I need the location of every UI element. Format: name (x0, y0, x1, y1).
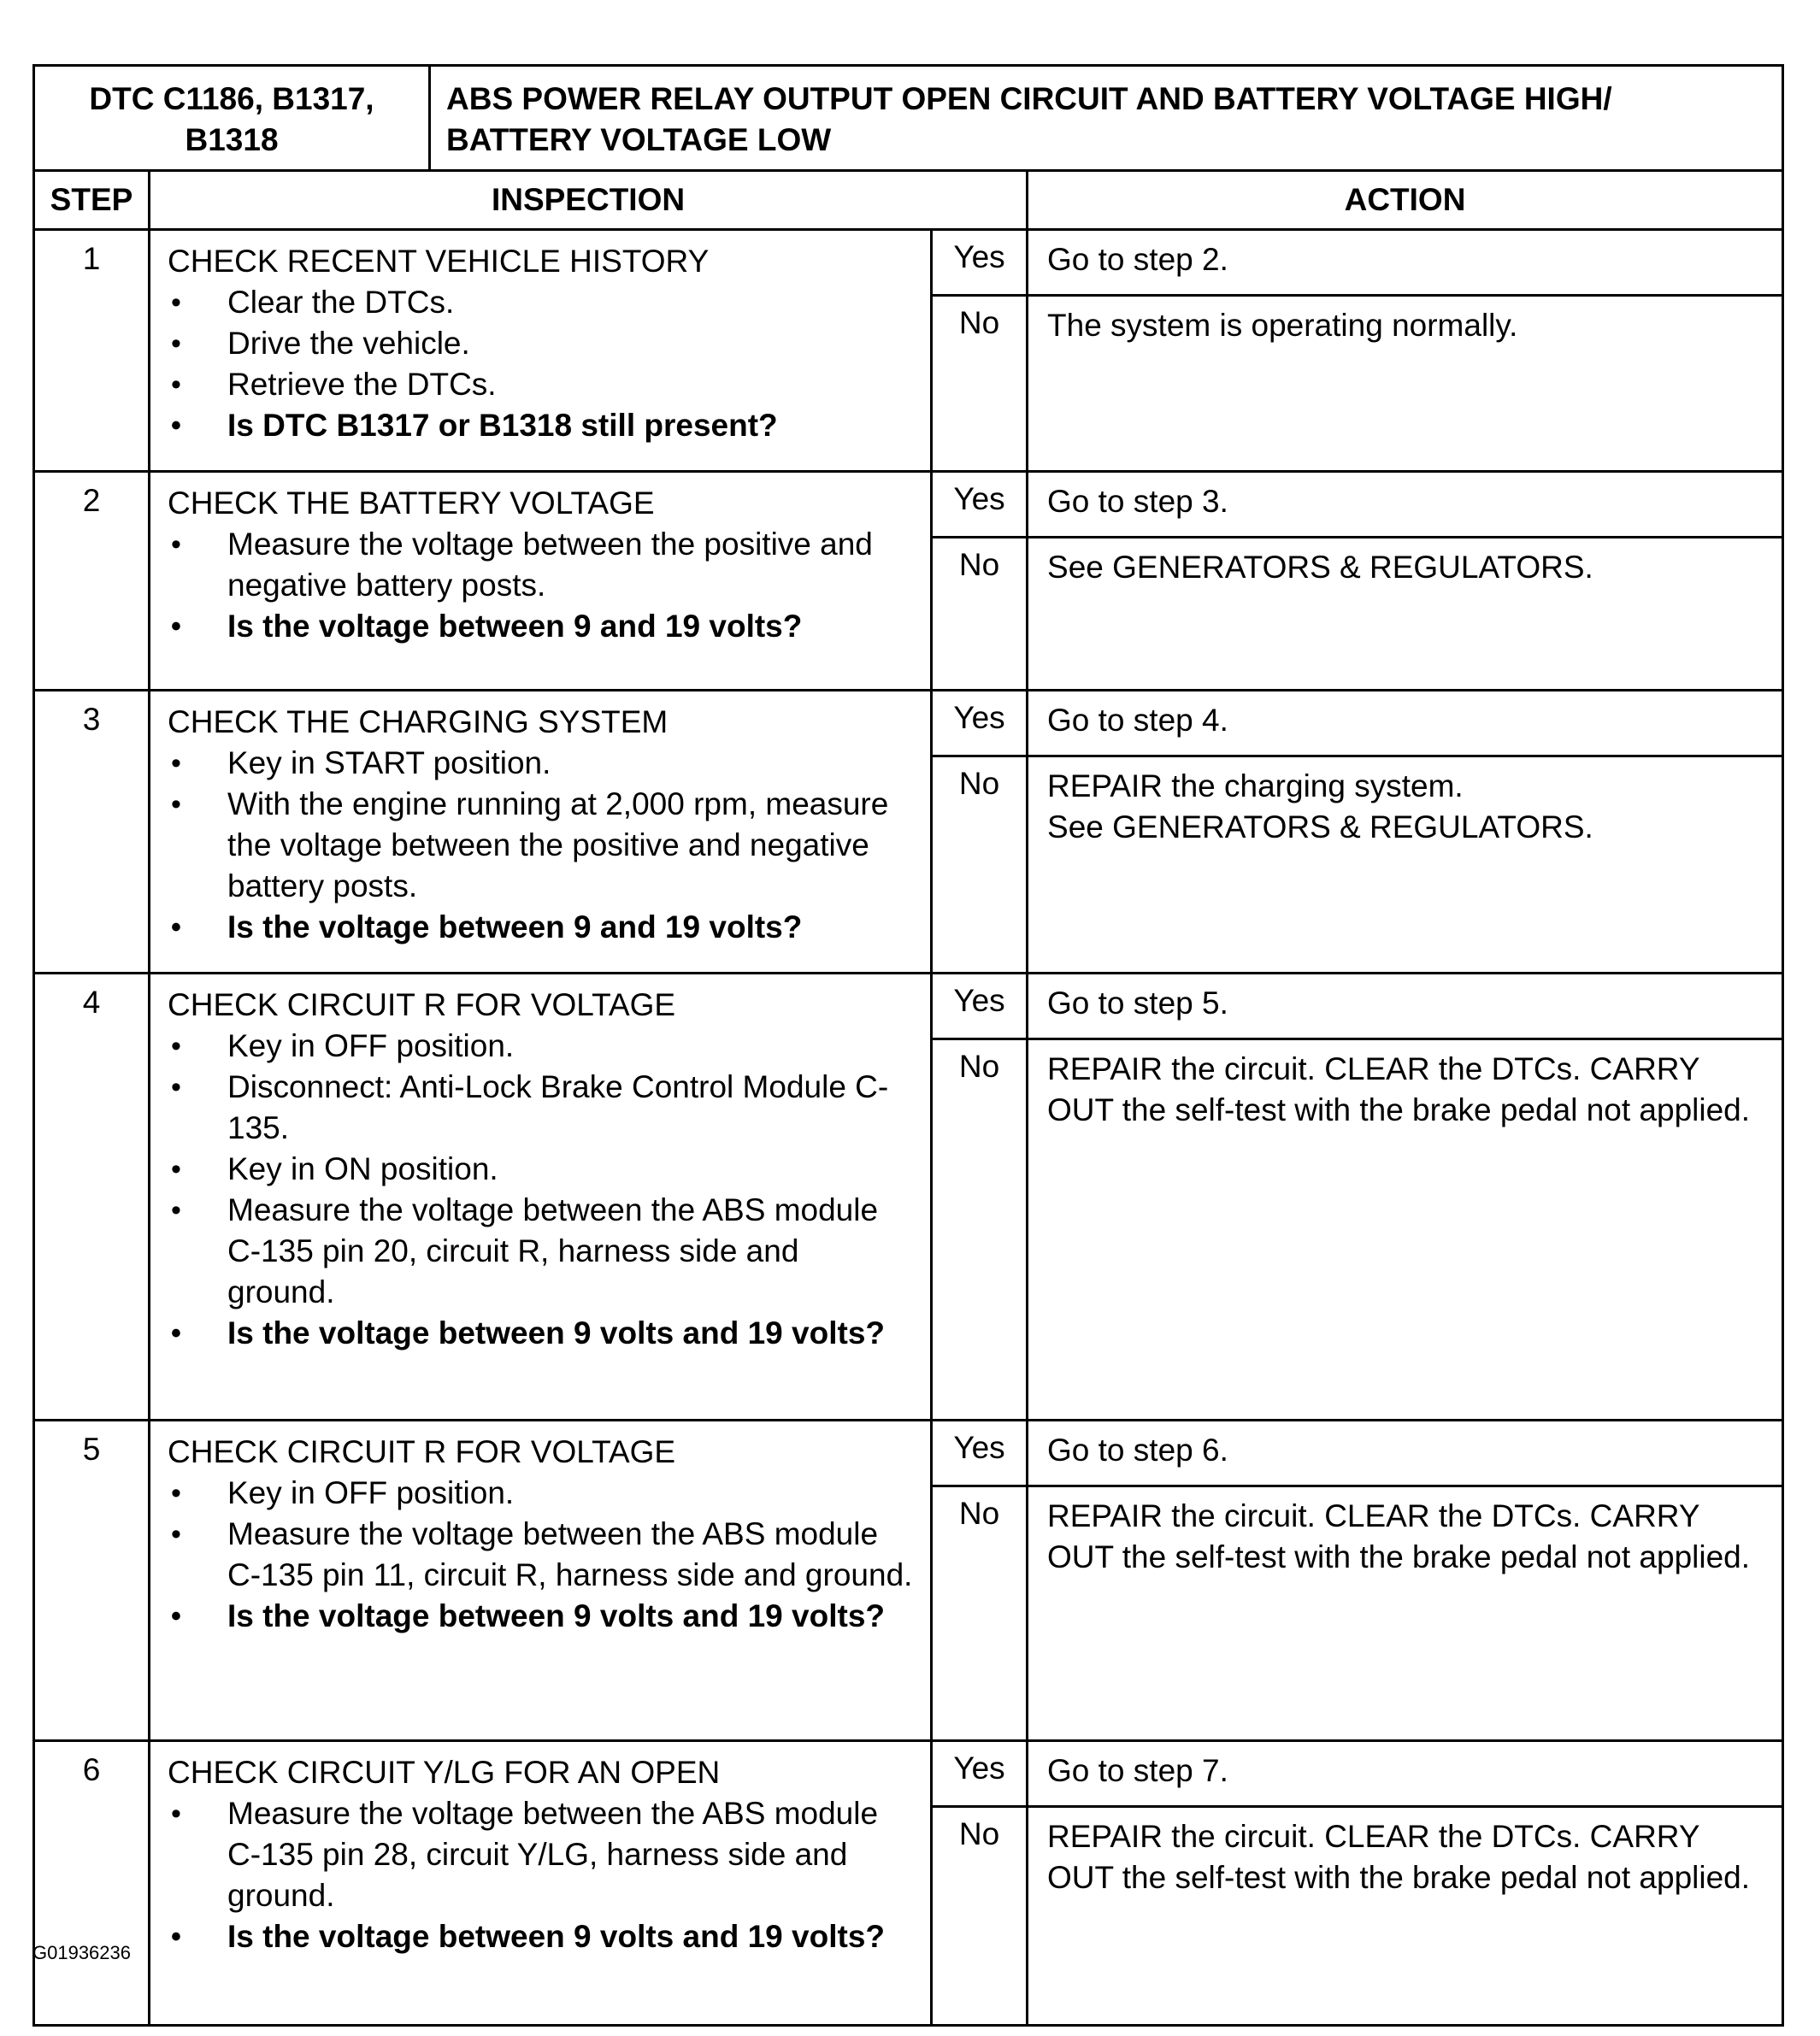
no-action-line: See GENERATORS & REGULATORS. (1047, 809, 1593, 844)
inspection-item: • Measure the voltage between the positive and negative battery posts. (168, 524, 915, 606)
inspection-item: • Measure the voltage between the ABS module C-135 pin 11, circuit R, harness side and ground. (168, 1514, 915, 1596)
inspection-cell (150, 230, 932, 472)
inspection-list (168, 282, 915, 446)
inspection-list (168, 743, 915, 948)
yes-action: Go to step 3. (1028, 472, 1783, 538)
step-number: 2 (34, 472, 150, 691)
no-label: No (932, 1486, 1028, 1741)
inspection-item: • Drive the vehicle. (168, 323, 915, 364)
no-label: No (932, 1039, 1028, 1421)
yes-label: Yes (932, 1421, 1028, 1486)
no-action (1028, 296, 1783, 472)
figure-code: G01936236 (32, 1942, 131, 1963)
yes-action: Go to step 7. (1028, 1741, 1783, 1807)
inspection-cell (150, 974, 932, 1421)
inspection-list (168, 1026, 915, 1354)
dtc-codes: DTC C1186, B1317, B1318 (34, 66, 430, 171)
procedure-title: ABS POWER RELAY OUTPUT OPEN CIRCUIT AND BATTERY VOLTAGE HIGH/ BATTERY VOLTAGE LOW (430, 66, 1783, 171)
inspection-item: • Measure the voltage between the ABS module C-135 pin 20, circuit R, harness side and ground. (168, 1190, 915, 1313)
step-number: 5 (34, 1421, 150, 1741)
no-label: No (932, 756, 1028, 974)
yes-action: Go to step 6. (1028, 1421, 1783, 1486)
step-row (34, 472, 1783, 538)
step-row (34, 974, 1783, 1039)
no-action-line: REPAIR the charging system. (1047, 768, 1464, 803)
inspection-item: • Key in START position. (168, 743, 915, 784)
column-header-step: STEP (34, 171, 150, 230)
diagnostic-sheet (32, 64, 1782, 2027)
inspection-question: • Is the voltage between 9 volts and 19 volts? (168, 1916, 915, 1957)
no-action-line: See GENERATORS & REGULATORS. (1047, 550, 1593, 585)
yes-label: Yes (932, 974, 1028, 1039)
step-row (34, 1741, 1783, 1807)
yes-action: Go to step 5. (1028, 974, 1783, 1039)
inspection-heading: CHECK CIRCUIT Y/LG FOR AN OPEN (168, 1755, 721, 1790)
no-label: No (932, 1807, 1028, 2026)
yes-action: Go to step 2. (1028, 230, 1783, 296)
inspection-question: • Is the voltage between 9 and 19 volts? (168, 606, 915, 647)
inspection-heading: CHECK RECENT VEHICLE HISTORY (168, 244, 710, 279)
no-label: No (932, 296, 1028, 472)
inspection-item: • Key in ON position. (168, 1149, 915, 1190)
inspection-item: • Retrieve the DTCs. (168, 364, 915, 405)
column-header-action: ACTION (1028, 171, 1783, 230)
inspection-question: • Is the voltage between 9 and 19 volts? (168, 907, 915, 948)
yes-label: Yes (932, 1741, 1028, 1807)
inspection-item: • Measure the voltage between the ABS module C-135 pin 28, circuit Y/LG, harness side and ground. (168, 1793, 915, 1916)
no-action-line: REPAIR the circuit. CLEAR the DTCs. CARRY OUT the self-test with the brake pedal not applied. (1047, 1051, 1751, 1127)
inspection-heading: CHECK THE BATTERY VOLTAGE (168, 485, 655, 521)
header-table (32, 64, 1784, 172)
column-header-inspection: INSPECTION (150, 171, 1028, 230)
inspection-item: • Clear the DTCs. (168, 282, 915, 323)
inspection-item: • Key in OFF position. (168, 1473, 915, 1514)
step-number: 6 (34, 1741, 150, 2026)
yes-action: Go to step 4. (1028, 691, 1783, 756)
step-row (34, 1421, 1783, 1486)
no-action (1028, 1486, 1783, 1741)
inspection-cell (150, 472, 932, 691)
inspection-cell (150, 1741, 932, 2026)
step-number: 3 (34, 691, 150, 974)
inspection-heading: CHECK THE CHARGING SYSTEM (168, 704, 669, 739)
yes-label: Yes (932, 691, 1028, 756)
no-action (1028, 1807, 1783, 2026)
yes-label: Yes (932, 230, 1028, 296)
inspection-heading: CHECK CIRCUIT R FOR VOLTAGE (168, 987, 676, 1022)
inspection-item: • Key in OFF position. (168, 1026, 915, 1067)
inspection-table (32, 169, 1784, 2027)
step-row (34, 230, 1783, 296)
inspection-heading: CHECK CIRCUIT R FOR VOLTAGE (168, 1434, 676, 1469)
no-action-line: The system is operating normally. (1047, 308, 1518, 343)
inspection-question: • Is DTC B1317 or B1318 still present? (168, 405, 915, 446)
no-action (1028, 756, 1783, 974)
inspection-cell (150, 691, 932, 974)
inspection-item: • With the engine running at 2,000 rpm, measure the voltage between the positive and negative battery posts. (168, 784, 915, 907)
step-number: 1 (34, 230, 150, 472)
no-action-line: REPAIR the circuit. CLEAR the DTCs. CARRY OUT the self-test with the brake pedal not applied. (1047, 1498, 1751, 1574)
no-action (1028, 538, 1783, 691)
inspection-list (168, 1473, 915, 1637)
inspection-question: • Is the voltage between 9 volts and 19 volts? (168, 1313, 915, 1354)
no-label: No (932, 538, 1028, 691)
inspection-list (168, 1793, 915, 1957)
no-action-line: REPAIR the circuit. CLEAR the DTCs. CARRY OUT the self-test with the brake pedal not applied. (1047, 1819, 1751, 1895)
yes-label: Yes (932, 472, 1028, 538)
inspection-question: • Is the voltage between 9 volts and 19 volts? (168, 1596, 915, 1637)
step-number: 4 (34, 974, 150, 1421)
inspection-list (168, 524, 915, 647)
inspection-item: • Disconnect: Anti-Lock Brake Control Module C-135. (168, 1067, 915, 1149)
no-action (1028, 1039, 1783, 1421)
step-row (34, 691, 1783, 756)
inspection-cell (150, 1421, 932, 1741)
